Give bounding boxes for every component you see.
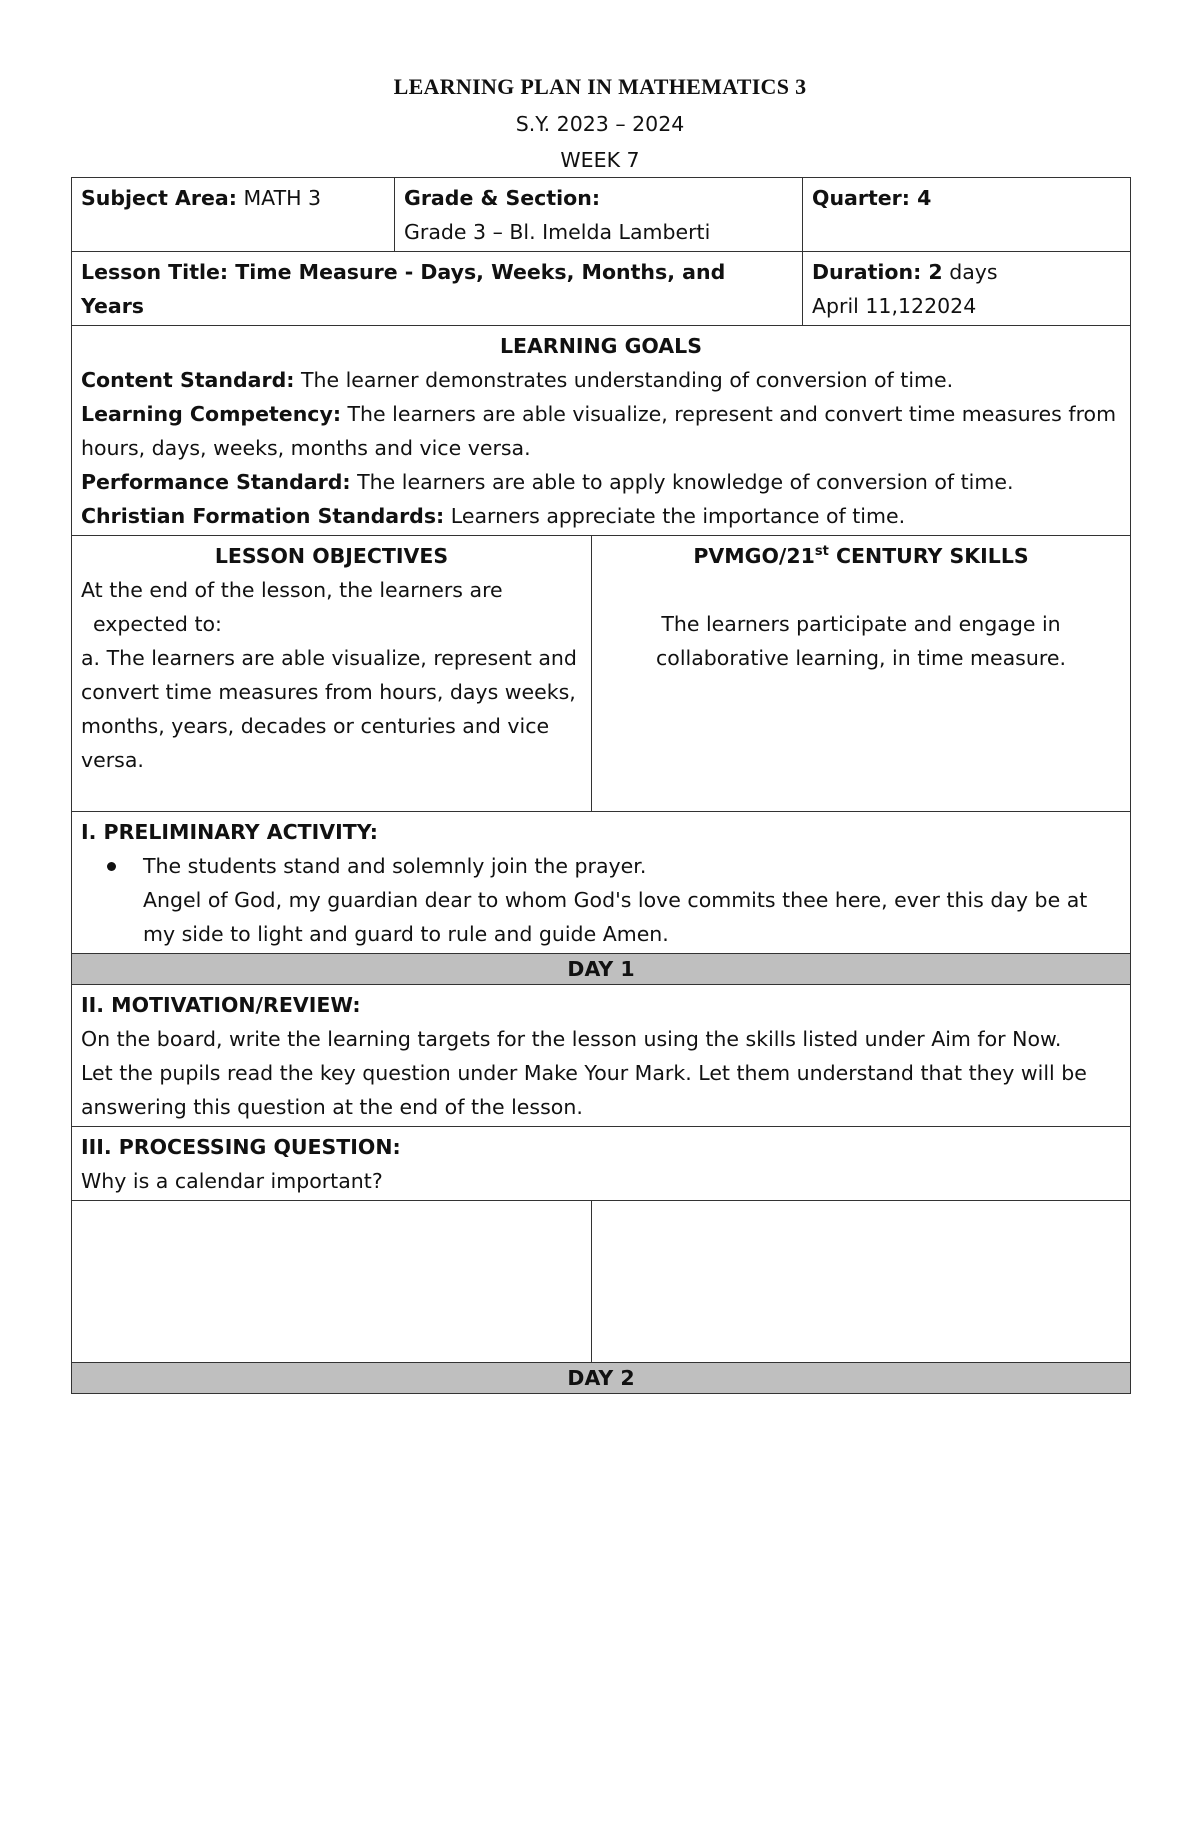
lesson-row [72, 252, 1131, 326]
motivation-heading: II. MOTIVATION/REVIEW: [81, 993, 361, 1017]
week-label: WEEK 7 [560, 148, 640, 172]
lesson-title: Lesson Title: Time Measure - Days, Weeks, Months, and Years [81, 260, 726, 318]
subject-cell [72, 178, 395, 252]
skills-heading: PVMGO/21st CENTURY SKILLS [693, 544, 1029, 568]
objective-a: a. The learners are able visualize, represent and convert time measures from hours, days weeks, months, years, decades or centuries and vice versa. [81, 646, 577, 772]
lesson-objectives-cell [72, 536, 592, 812]
day2-row [72, 1363, 1131, 1394]
performance-standard: Performance Standard: The learners are able to apply knowledge of conversion of time. [81, 470, 1014, 494]
list-item: The students stand and solemnly join the prayer. [143, 849, 1121, 883]
motivation-row [72, 985, 1131, 1127]
learning-goals-cell [72, 326, 1131, 536]
quarter-cell [803, 178, 1131, 252]
bullet-icon [107, 862, 116, 871]
motivation-para-1: On the board, write the learning targets for the lesson using the skills listed under Aim for Now. [81, 1027, 1062, 1051]
goals-row [72, 326, 1131, 536]
skills-cell [592, 536, 1131, 812]
processing-heading: III. PROCESSING QUESTION: [81, 1135, 401, 1159]
objectives-intro: At the end of the lesson, the learners are [81, 578, 503, 602]
preliminary-heading: I. PRELIMINARY ACTIVITY: [81, 820, 379, 844]
blank-cell-right [592, 1201, 1131, 1363]
day2-banner: DAY 2 [72, 1363, 1131, 1394]
quarter-label: Quarter: 4 [812, 186, 932, 210]
skills-text: The learners participate and engage in collaborative learning, in time measure. [656, 612, 1066, 670]
subject-label: Subject Area: [81, 186, 237, 210]
blank-row [72, 1201, 1131, 1363]
info-row [72, 178, 1131, 252]
preliminary-row [72, 812, 1131, 954]
lesson-objectives-heading: LESSON OBJECTIVES [214, 544, 449, 568]
document-title: LEARNING PLAN IN MATHEMATICS 3 [393, 74, 807, 99]
learning-plan-table [71, 177, 1131, 1394]
duration-label: Duration: 2 [812, 260, 943, 284]
objectives-row [72, 536, 1131, 812]
preliminary-list [81, 849, 1121, 883]
day1-row [72, 954, 1131, 985]
learning-goals-heading: LEARNING GOALS [499, 334, 703, 358]
school-year: S.Y. 2023 – 2024 [515, 112, 685, 136]
preliminary-cell [72, 812, 1131, 954]
duration-cell [803, 252, 1131, 326]
learning-competency: Learning Competency: The learners are able visualize, represent and convert time measures from hours, days, weeks, months and vice versa. [81, 402, 1117, 460]
grade-value: Grade 3 – Bl. Imelda Lamberti [404, 220, 711, 244]
day1-banner: DAY 1 [72, 954, 1131, 985]
blank-cell-left [72, 1201, 592, 1363]
objectives-intro-continued: expected to: [93, 612, 222, 636]
lesson-title-cell [72, 252, 803, 326]
christian-formation-standards: Christian Formation Standards: Learners appreciate the importance of time. [81, 504, 906, 528]
grade-cell [395, 178, 803, 252]
motivation-cell [72, 985, 1131, 1127]
prayer-text: Angel of God, my guardian dear to whom God's love commits thee here, ever this day be at my side to light and guard to rule and guide Amen. [143, 888, 1088, 946]
subject-value: MATH 3 [236, 186, 322, 210]
duration-unit: days [942, 260, 998, 284]
grade-label: Grade & Section: [404, 186, 601, 210]
motivation-para-2: Let the pupils read the key question under Make Your Mark. Let them understand that they will be answering this question at the end of the lesson. [81, 1061, 1087, 1119]
processing-row [72, 1127, 1131, 1201]
processing-cell [72, 1127, 1131, 1201]
processing-question: Why is a calendar important? [81, 1169, 383, 1193]
content-standard: Content Standard: The learner demonstrates understanding of conversion of time. [81, 368, 954, 392]
lesson-date: April 11,122024 [812, 294, 977, 318]
